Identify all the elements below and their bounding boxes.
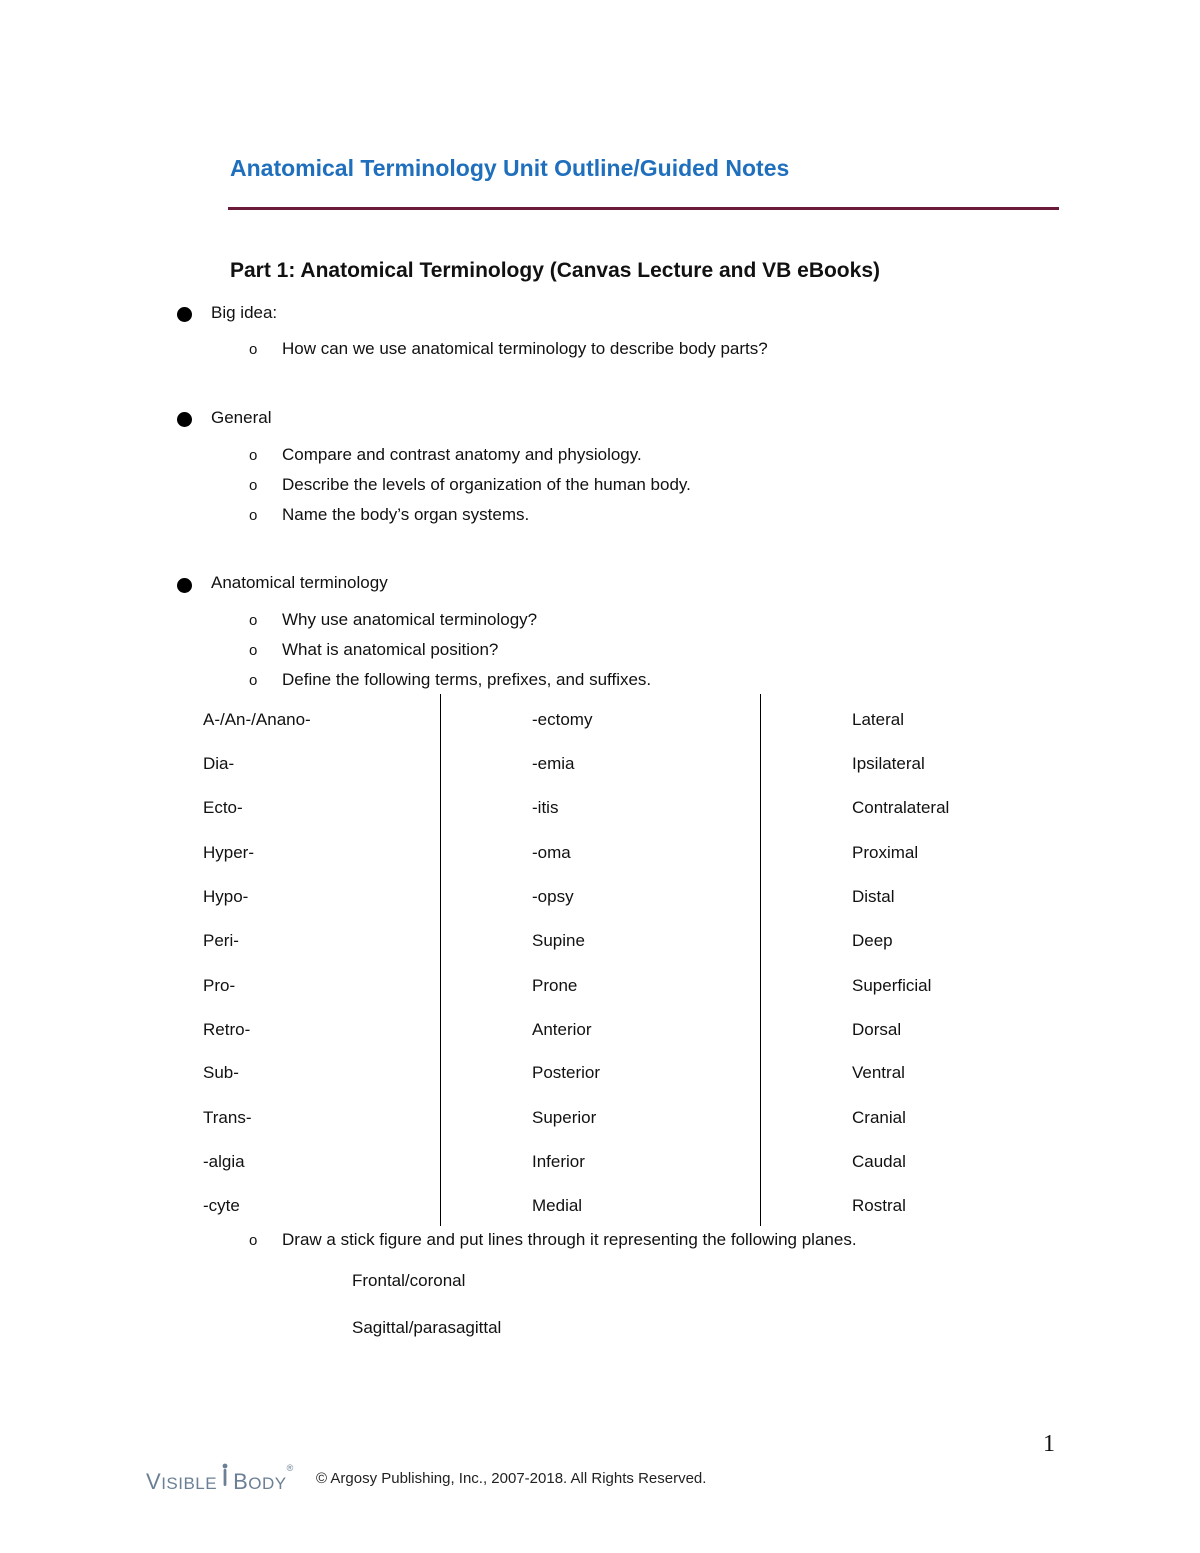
sub-bullet-icon: o [249,1232,258,1249]
term-cell: Prone [532,976,578,995]
terms-column-prefixes [200,694,440,1226]
term-cell: Dorsal [852,1020,902,1039]
logo-text: B [233,1469,249,1494]
list-item: Describe the levels of organization of the human body. [282,475,691,494]
term-cell: Rostral [852,1196,906,1215]
sub-bullet-icon: o [249,507,258,524]
term-cell: Cranial [852,1108,906,1127]
plane-item: Sagittal/parasagittal [352,1318,502,1337]
term-cell: Medial [532,1196,583,1215]
term-cell: Superficial [852,976,932,995]
logo-text: ISIBLE [161,1474,218,1493]
term-cell: Proximal [852,843,919,862]
bullet-icon [177,307,192,322]
term-cell: Superior [532,1108,597,1127]
terms-column-directions [760,694,1081,1226]
term-cell: Inferior [532,1152,585,1171]
term-cell: Trans- [203,1108,252,1127]
term-cell: -opsy [532,887,574,906]
sub-bullet-icon: o [249,447,258,464]
sub-bullet-icon: o [249,612,258,629]
term-cell: Retro- [203,1020,251,1039]
title-divider [228,207,1059,210]
term-cell: Sub- [203,1063,239,1082]
term-cell: Caudal [852,1152,906,1171]
logo-text: ODY [248,1474,287,1493]
list-item: How can we use anatomical terminology to describe body parts? [282,339,768,358]
term-cell: Contralateral [852,798,950,817]
list-item: Name the body’s organ systems. [282,505,530,524]
term-cell: -algia [203,1152,245,1171]
list-item: Compare and contrast anatomy and physiology. [282,445,642,464]
term-cell: Deep [852,931,893,950]
term-cell: -oma [532,843,571,862]
term-cell: -emia [532,754,575,773]
term-cell: Hyper- [203,843,255,862]
term-cell: Distal [852,887,895,906]
term-cell: Supine [532,931,585,950]
term-cell: Lateral [852,710,904,729]
term-cell: Peri- [203,931,239,950]
registered-mark: ® [286,1463,294,1473]
page-number: 1 [1043,1431,1055,1457]
term-cell: A-/An-/Anano- [203,710,311,729]
bullet-icon [177,578,192,593]
sub-bullet-icon: o [249,341,258,358]
plane-item: Frontal/coronal [352,1271,466,1290]
section-label-general: General [211,408,272,427]
sub-bullet-icon: o [249,642,258,659]
sub-bullet-icon: o [249,672,258,689]
sub-bullet-icon: o [249,477,258,494]
bullet-icon [177,412,192,427]
terms-column-suffixes-positions [440,694,761,1226]
term-cell: Pro- [203,976,236,995]
term-cell: Ecto- [203,798,243,817]
drawing-task: Draw a stick figure and put lines through it representing the following planes. [282,1230,857,1249]
terms-table [200,694,1080,1226]
term-cell: Hypo- [203,887,249,906]
term-cell: Posterior [532,1063,601,1082]
term-cell: -itis [532,798,559,817]
term-cell: Ipsilateral [852,754,925,773]
body-figure-icon [221,1463,229,1492]
list-item: Why use anatomical terminology? [282,610,538,629]
logo-text: V [146,1469,162,1494]
section-label-big-idea: Big idea: [211,303,278,322]
term-cell: Anterior [532,1020,592,1039]
copyright-notice: © Argosy Publishing, Inc., 2007-2018. All Rights Reserved. [316,1470,707,1487]
document-title: Anatomical Terminology Unit Outline/Guided Notes [230,155,790,181]
part-heading: Part 1: Anatomical Terminology (Canvas Lecture and VB eBooks) [230,259,880,282]
visible-body-logo [146,1463,293,1493]
term-cell: Ventral [852,1063,905,1082]
term-cell: Dia- [203,754,235,773]
section-label-anatomical-terminology: Anatomical terminology [211,573,388,592]
term-cell: -cyte [203,1196,240,1215]
list-item: What is anatomical position? [282,640,499,659]
list-item: Define the following terms, prefixes, and suffixes. [282,670,652,689]
term-cell: -ectomy [532,710,593,729]
